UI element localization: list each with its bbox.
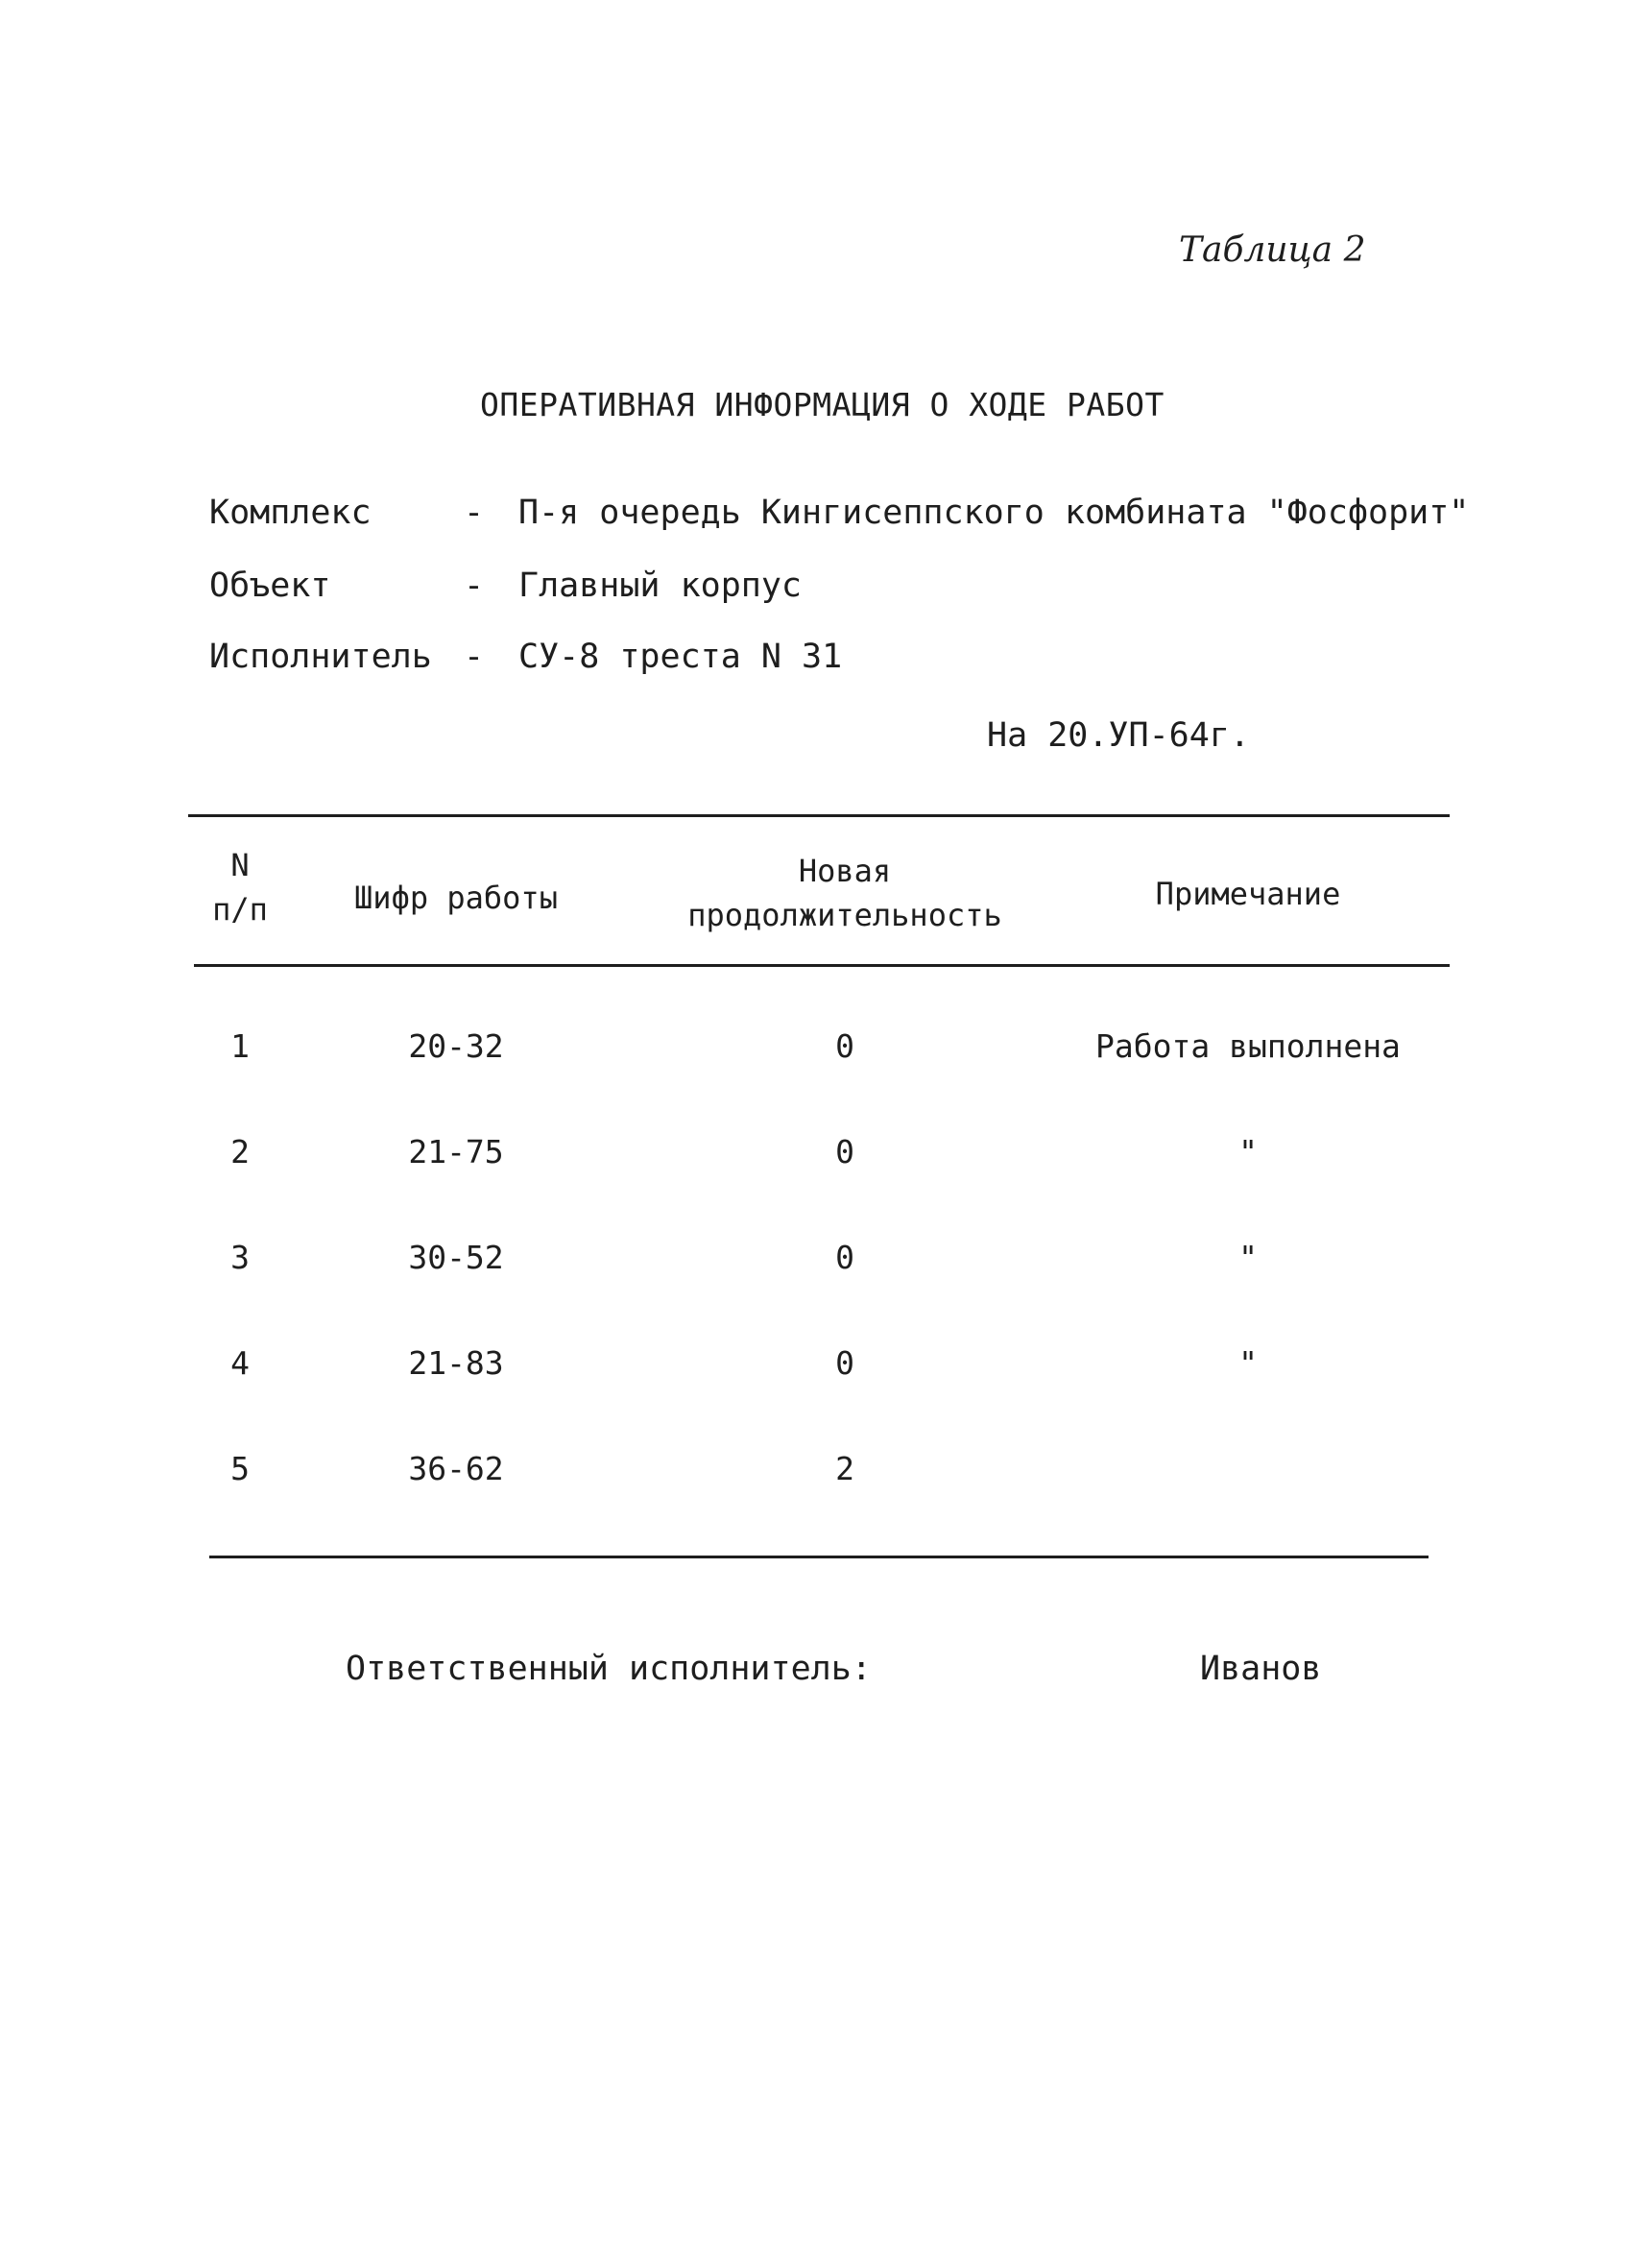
header-duration-line2: продолжительность xyxy=(687,897,1002,933)
document-title: ОПЕРАТИВНАЯ ИНФОРМАЦИЯ О ХОДЕ РАБОТ xyxy=(480,386,1165,423)
info-dash-executor: - xyxy=(464,638,485,676)
info-dash-complex: - xyxy=(464,494,485,532)
row-work-code: 20-32 xyxy=(408,1027,504,1065)
row-note: " xyxy=(1238,1344,1258,1382)
row-note: " xyxy=(1238,1133,1258,1170)
header-duration-line1: Новая xyxy=(798,853,892,889)
report-date: На 20.УП-64г. xyxy=(987,716,1250,755)
row-number: 5 xyxy=(230,1450,250,1487)
row-work-code: 36-62 xyxy=(408,1450,504,1487)
row-duration: 0 xyxy=(835,1344,854,1382)
responsible-name: Иванов xyxy=(1200,1650,1322,1688)
info-dash-object: - xyxy=(464,567,485,605)
header-number-line2: п/п xyxy=(212,891,268,928)
row-note: " xyxy=(1238,1239,1258,1276)
table-bottom-rule xyxy=(209,1556,1429,1558)
row-number: 4 xyxy=(230,1344,250,1382)
header-number-line1: N xyxy=(230,847,250,883)
table-top-rule xyxy=(188,814,1450,817)
table-number-label: Таблица 2 xyxy=(1179,230,1366,270)
row-number: 2 xyxy=(230,1133,250,1170)
row-note: Работа выполнена xyxy=(1095,1027,1401,1065)
row-work-code: 21-83 xyxy=(408,1344,504,1382)
info-value-executor: СУ-8 треста N 31 xyxy=(518,638,843,676)
info-label-complex: Комплекс xyxy=(209,494,372,532)
row-duration: 0 xyxy=(835,1239,854,1276)
header-work-code: Шифр работы xyxy=(354,880,558,916)
row-work-code: 21-75 xyxy=(408,1133,504,1170)
row-duration: 2 xyxy=(835,1450,854,1487)
row-duration: 0 xyxy=(835,1133,854,1170)
info-value-object: Главный корпус xyxy=(518,567,803,605)
header-number xyxy=(202,843,278,931)
info-label-executor: Исполнитель xyxy=(209,638,432,676)
table-header-rule xyxy=(194,964,1450,967)
row-number: 1 xyxy=(230,1027,250,1065)
row-work-code: 30-52 xyxy=(408,1239,504,1276)
row-duration: 0 xyxy=(835,1027,854,1065)
responsible-label: Ответственный исполнитель: xyxy=(346,1650,872,1688)
info-value-complex: П-я очередь Кингисеппского комбината "Фосфорит" xyxy=(518,494,1470,532)
row-number: 3 xyxy=(230,1239,250,1276)
header-new-duration xyxy=(653,849,1037,937)
info-label-object: Объект xyxy=(209,567,331,605)
header-note: Примечание xyxy=(1155,876,1341,912)
